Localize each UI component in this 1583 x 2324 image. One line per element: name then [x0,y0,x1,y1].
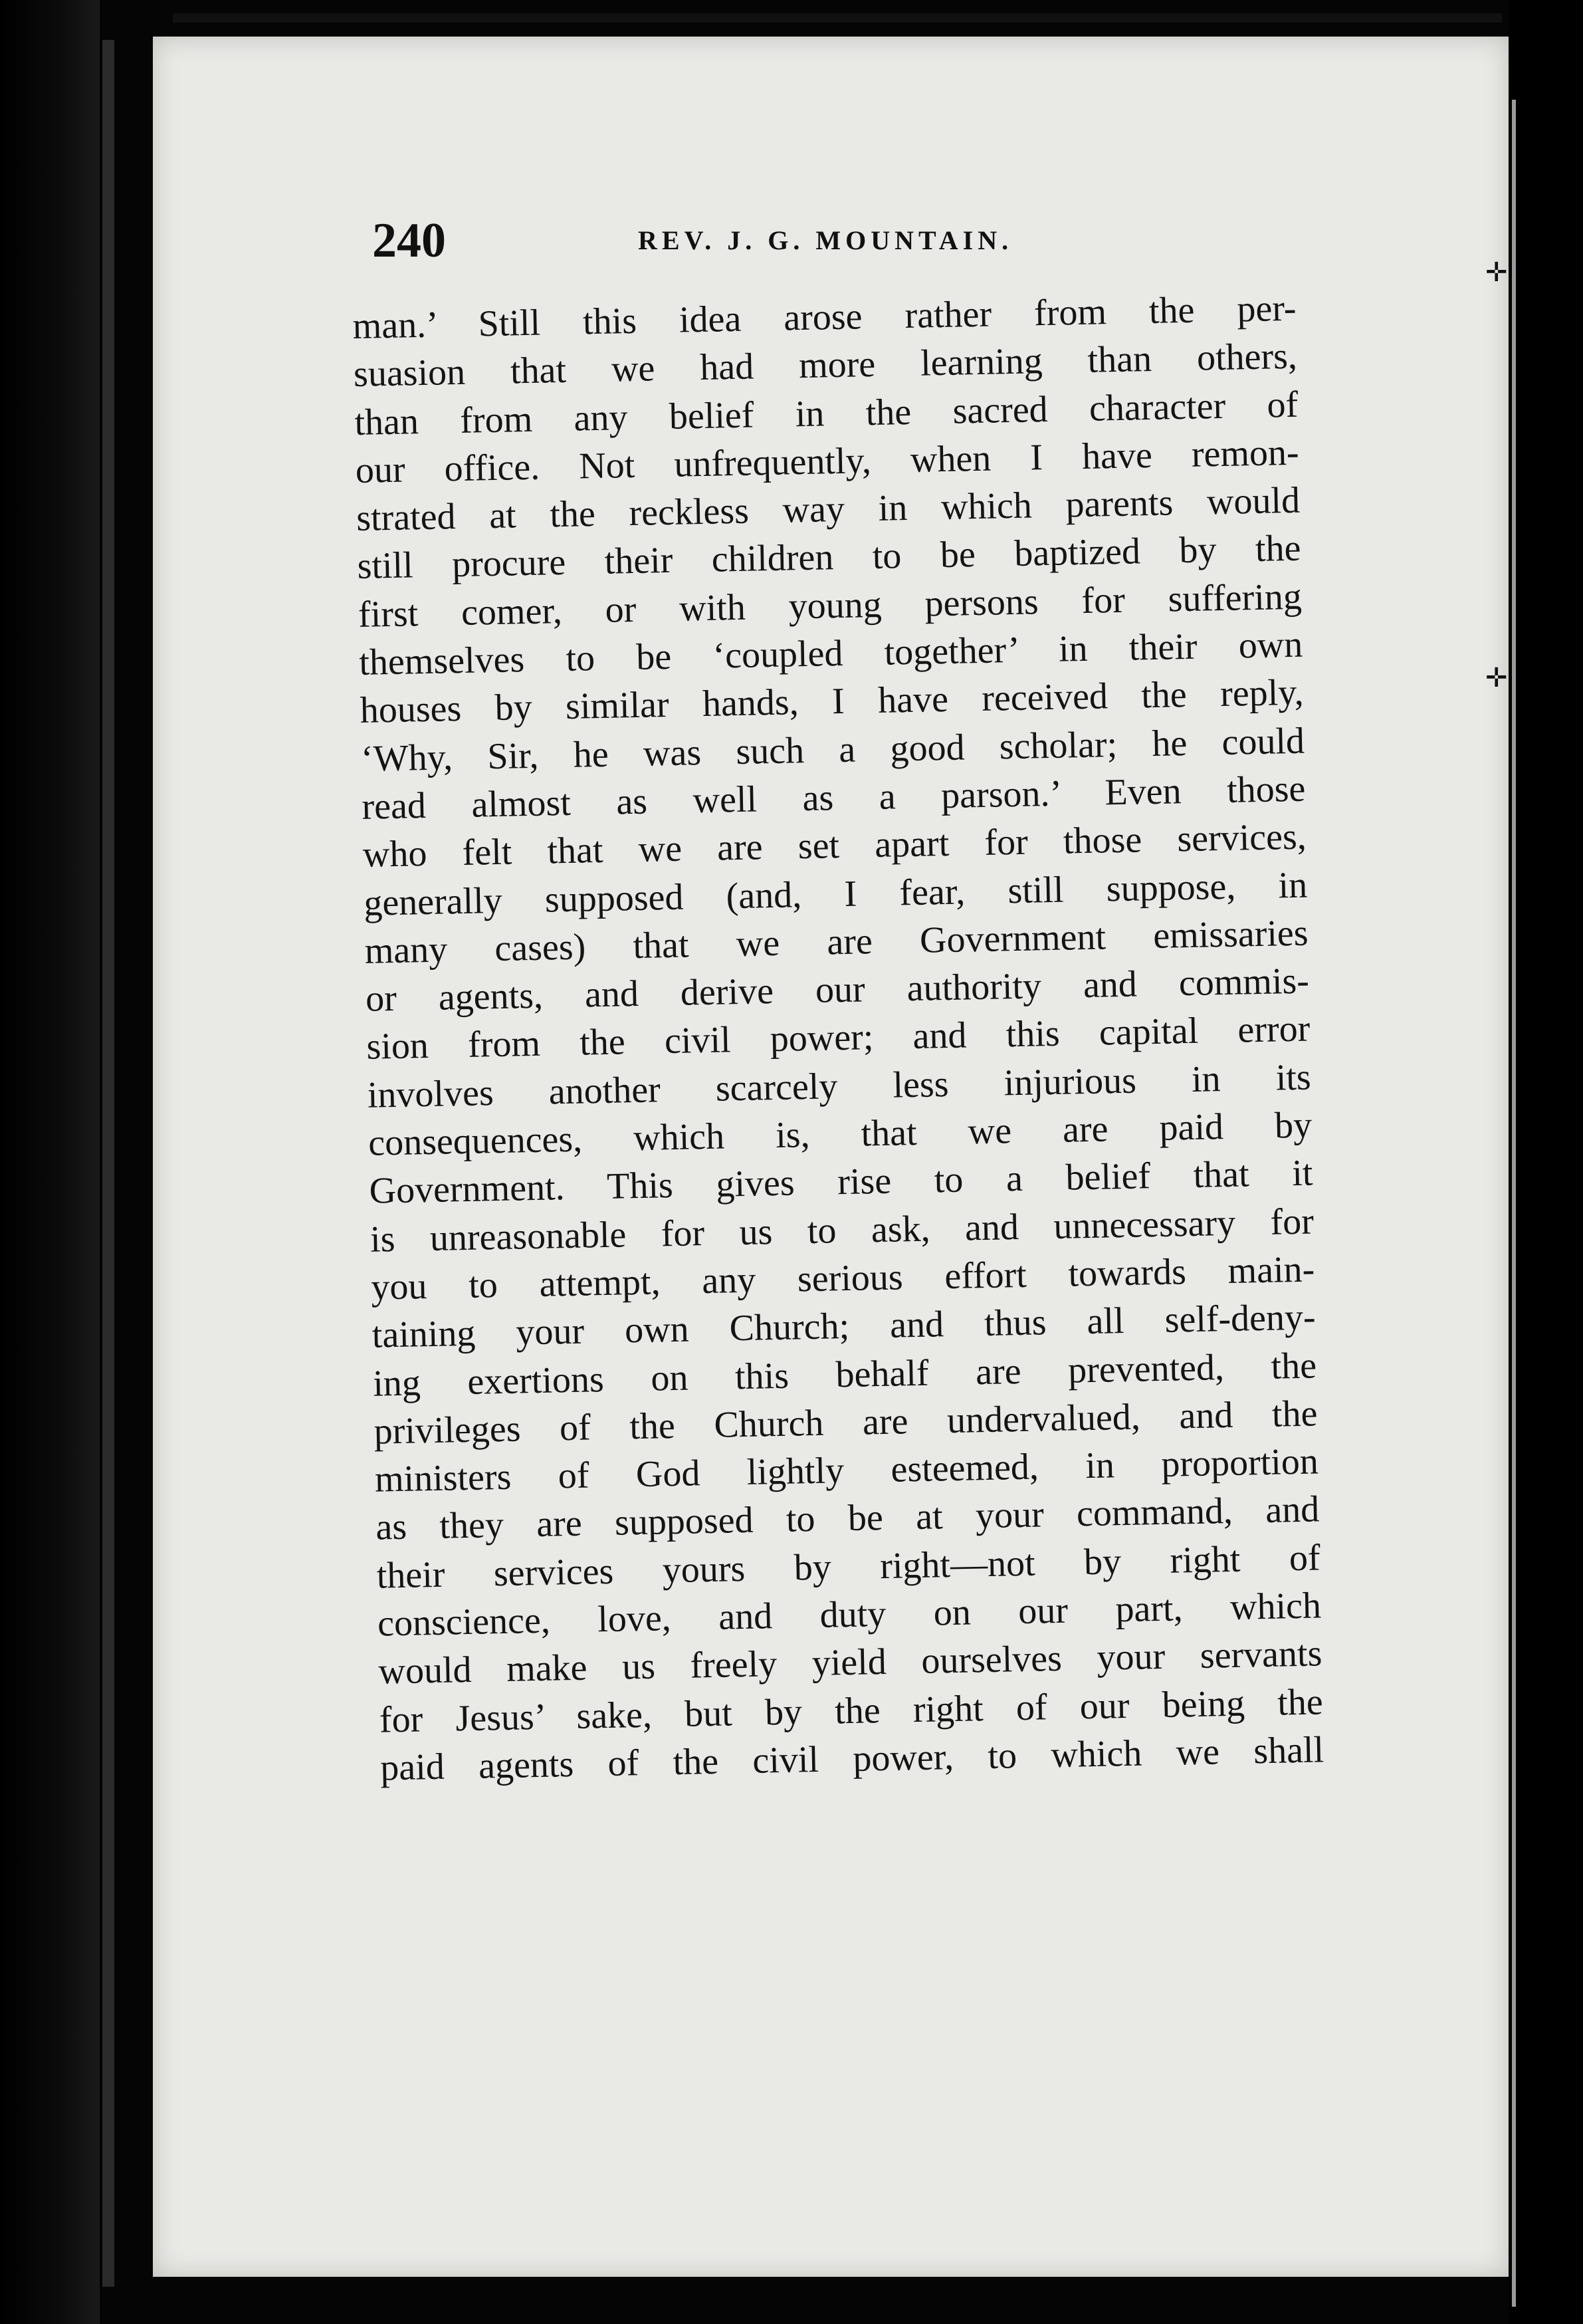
text-line: ministers of God lightly esteemed, in proportion [374,1441,1319,1500]
text-line: man.’ Still this idea arose rather from the per- [352,287,1297,347]
page-edge [100,40,114,2287]
text-line: conscience, love, and duty on our part, which [377,1585,1322,1645]
left-binding-shadow [0,0,100,2324]
text-line: themselves to be ‘coupled together’ in their own [358,624,1303,683]
text-line: Government. This gives rise to a belief that it [369,1152,1314,1213]
running-head: REV. J. G. MOUNTAIN. [638,225,1013,255]
text-line: than from any belief in the sacred character of [354,384,1299,443]
text-line: privileges of the Church are undervalued, and the [373,1393,1318,1452]
text-line: our office. Not unfrequently, when I have remon- [355,431,1300,491]
body-text [352,285,1324,1792]
binding-cross-icon: ✛ [1485,257,1508,288]
text-line: you to attempt, any serious effort towards main- [370,1248,1315,1308]
text-line: their services yours by right—not by right of [376,1537,1321,1597]
right-page-edge-line [1512,100,1516,2307]
text-line: first comer, or with young persons for suffering [358,576,1303,636]
page-header [372,213,1435,273]
text-line: houses by similar hands, I have received the reply, [360,672,1305,732]
text-line: generally supposed (and, I fear, still suppose, in [363,864,1308,924]
text-line: strated at the reckless way in which parents would [356,479,1301,540]
text-line: suasion that we had more learning than others, [353,336,1298,396]
text-line: consequences, which is, that we are paid by [368,1104,1313,1164]
text-line: as they are supposed to be at your command, and [375,1488,1320,1549]
top-page-rule [173,13,1502,23]
text-line: taining your own Church; and thus all self-deny- [371,1296,1317,1356]
binding-cross-icon: ✛ [1485,663,1508,693]
text-line: sion from the civil power; and this capital error [366,1008,1311,1068]
text-line: paid agents of the civil power, to which we shall [379,1729,1324,1789]
text-line: who felt that we are set apart for those services, [362,816,1307,876]
text-line: ‘Why, Sir, he was such a good scholar; he could [360,720,1305,780]
page-number: 240 [372,213,446,268]
text-line: involves another scarcely less injurious in its [367,1056,1312,1116]
right-binding-gutter [1509,0,1583,2324]
text-line: ing exertions on this behalf are prevented, the [372,1344,1317,1405]
text-line: would make us freely yield ourselves your servants [377,1633,1322,1692]
text-line: is unreasonable for us to ask, and unnecessary for [369,1201,1315,1260]
text-line: or agents, and derive our authority and commis- [365,960,1310,1020]
text-line: still procure their children to be baptized by the [357,528,1301,588]
text-line: read almost as well as a parson.’ Even those [361,768,1306,828]
text-line: for Jesus’ sake, but by the right of our being the [379,1681,1324,1741]
text-line: many cases) that we are Government emissaries [364,912,1309,972]
